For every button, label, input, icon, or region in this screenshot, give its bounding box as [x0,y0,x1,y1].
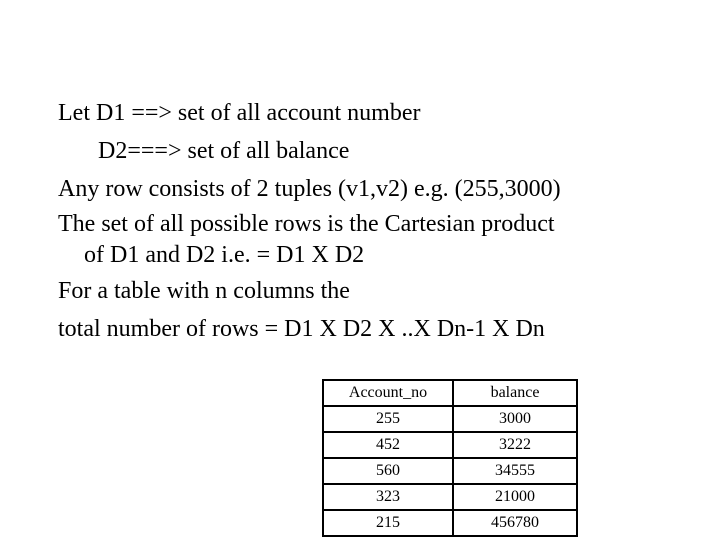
table-cell-account-no: 560 [323,458,453,484]
table-row [323,432,577,458]
column-header-balance: balance [453,380,577,406]
account-balance-table-container [322,379,578,537]
slide-body-text [58,94,698,348]
table-cell-balance: 21000 [453,484,577,510]
text-line: The set of all possible rows is the Cartesian product [58,211,555,237]
column-header-account-no: Account_no [323,380,453,406]
table-cell-balance: 3222 [453,432,577,458]
table-row [323,406,577,432]
table-cell-balance: 3000 [453,406,577,432]
text-line: Any row consists of 2 tuples (v1,v2) e.g. (255,3000) [58,176,561,202]
text-line: total number of rows = D1 X D2 X ..X Dn-1 X Dn [58,316,545,342]
text-line: For a table with n columns the [58,278,350,304]
account-balance-table [322,379,578,537]
table-header-row [323,380,577,406]
table-cell-balance: 456780 [453,510,577,536]
table-cell-account-no: 255 [323,406,453,432]
table-cell-account-no: 215 [323,510,453,536]
text-line: D2===> set of all balance [98,138,350,164]
table-row [323,510,577,536]
table-row [323,458,577,484]
table-row [323,484,577,510]
text-line: Let D1 ==> set of all account number [58,100,421,126]
table-cell-account-no: 452 [323,432,453,458]
text-line: of D1 and D2 i.e. = D1 X D2 [84,242,365,268]
table-cell-balance: 34555 [453,458,577,484]
table-cell-account-no: 323 [323,484,453,510]
